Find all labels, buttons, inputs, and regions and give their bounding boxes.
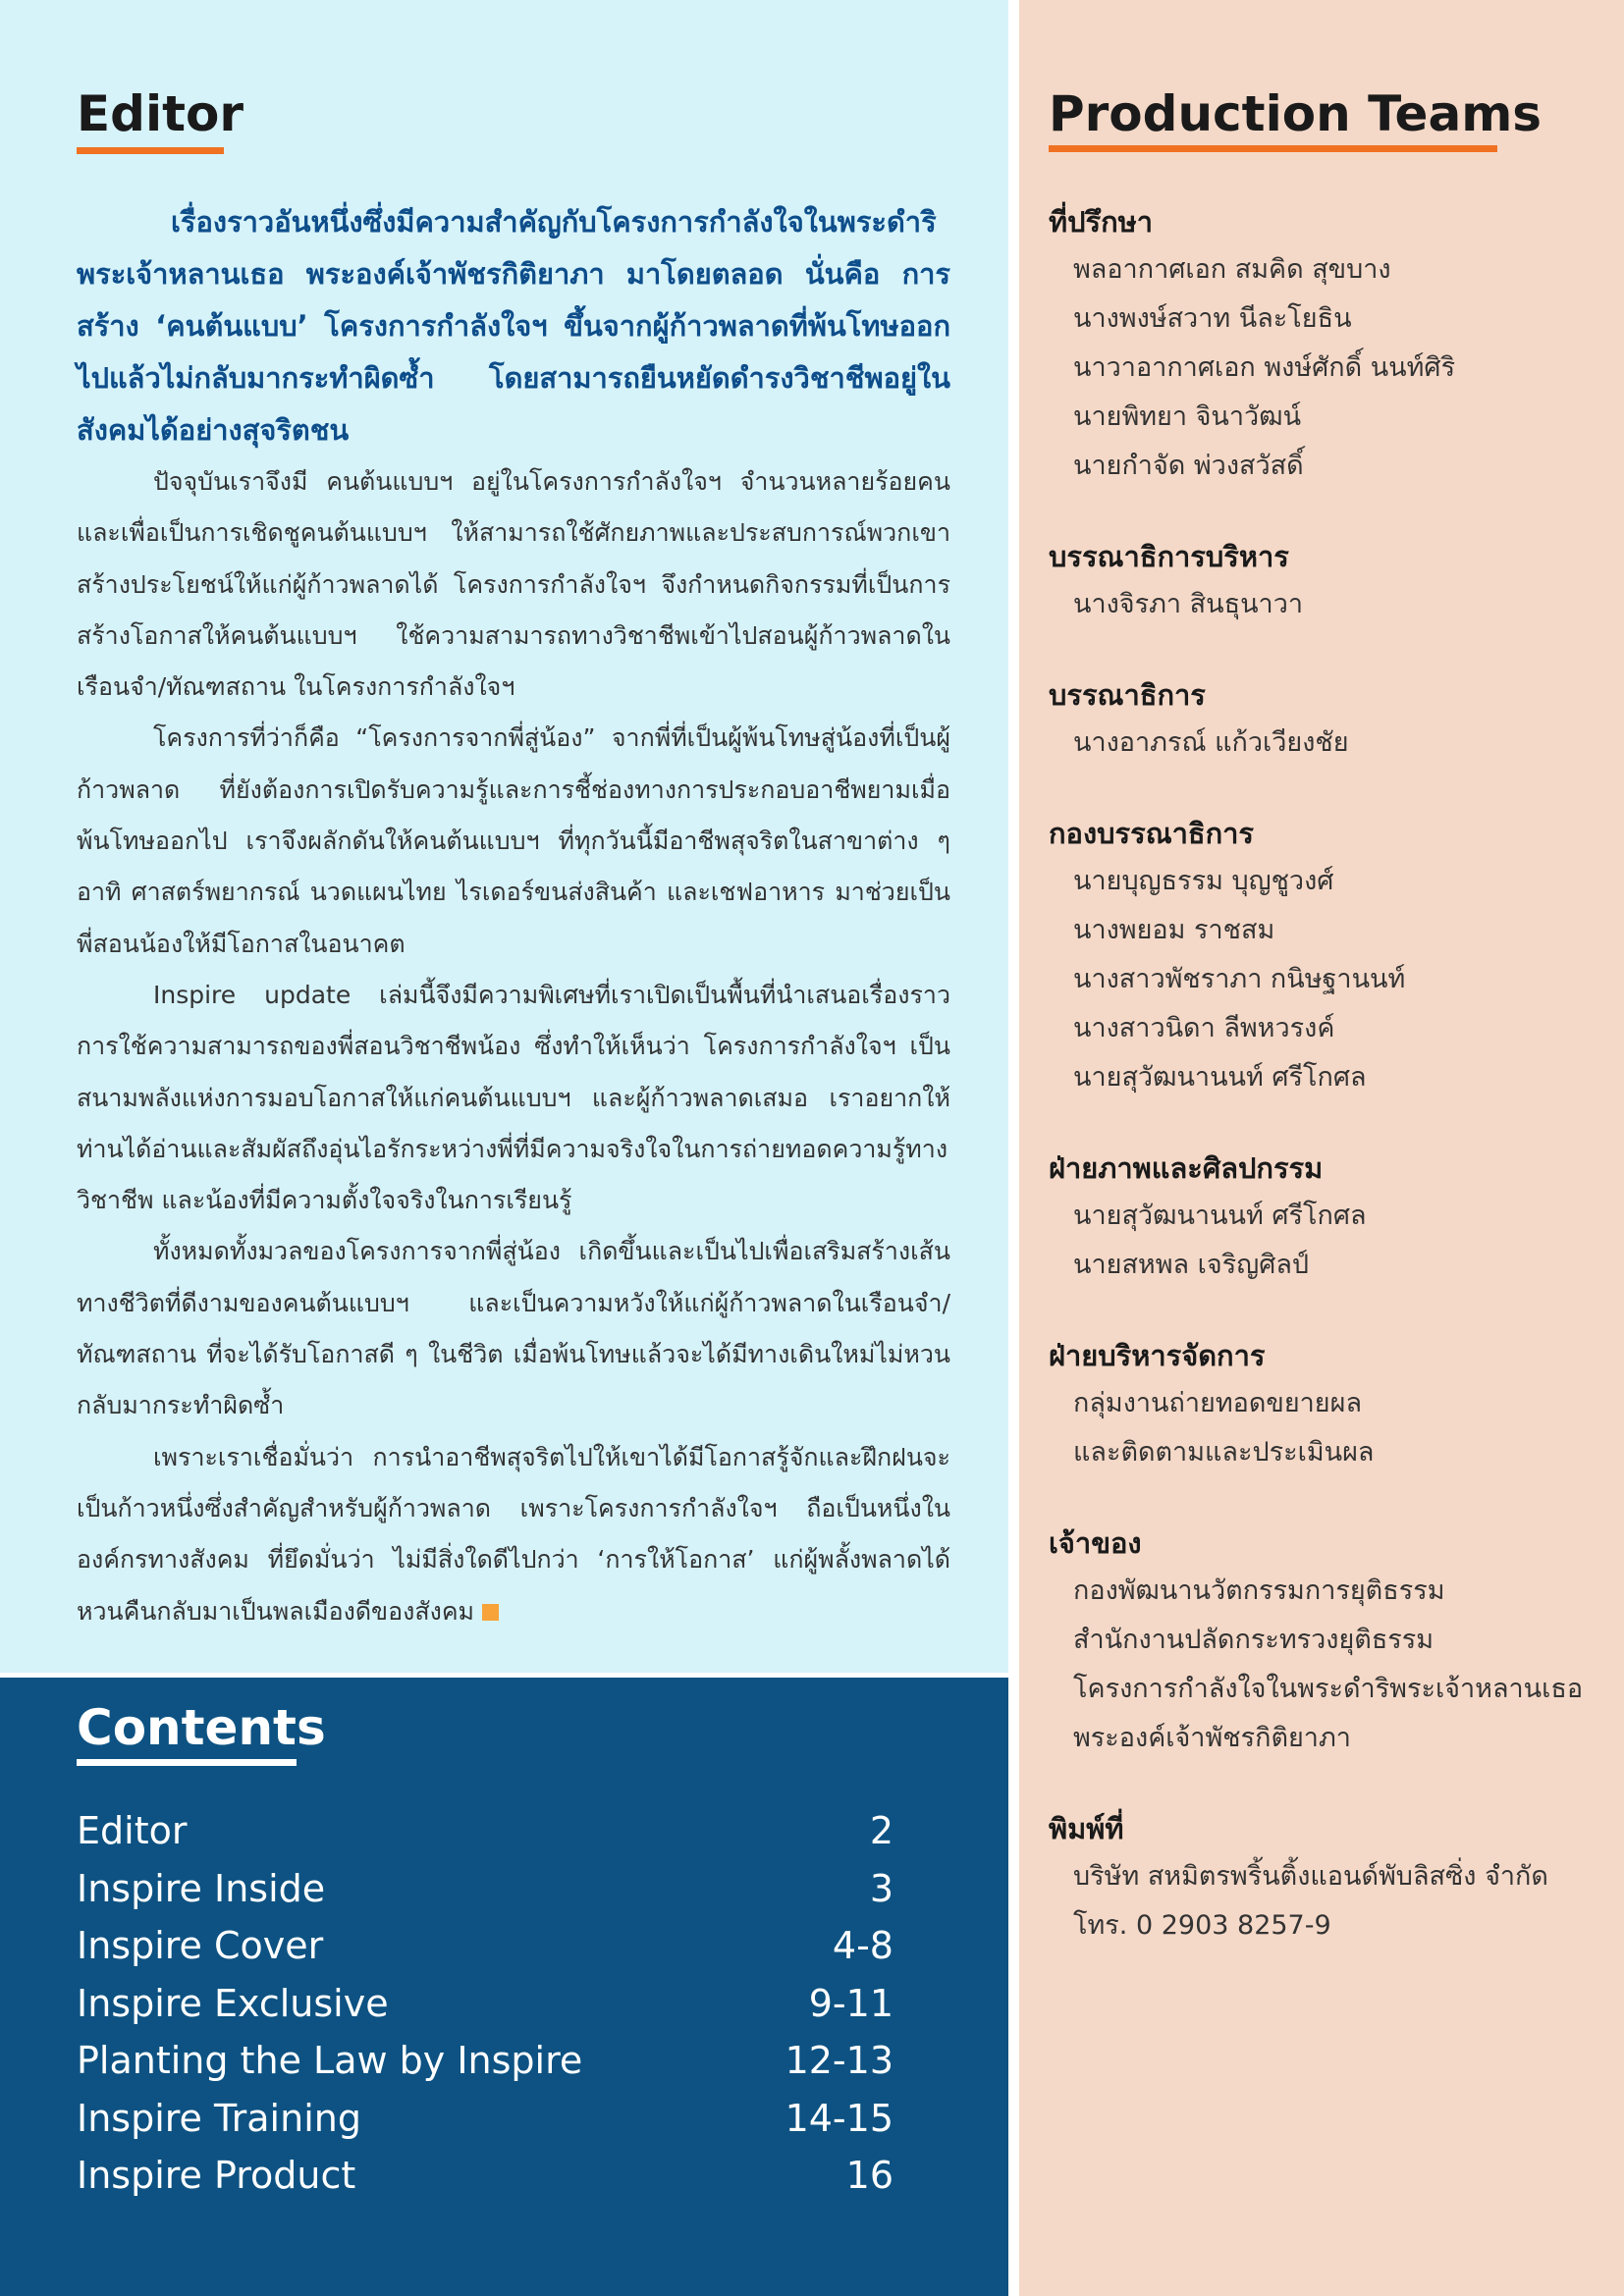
team-section-editorial-board — [1049, 810, 1598, 1102]
toc-item-inspire-exclusive[interactable] — [77, 1975, 893, 2033]
team-names — [1049, 1192, 1598, 1290]
team-section-printer — [1049, 1805, 1598, 1950]
team-section-heading: กองบรรณาธิการ — [1049, 817, 1255, 850]
production-teams-title: Production Teams — [1049, 85, 1543, 142]
team-member: นางอาภรณ์ แก้วเวียงชัย — [1073, 727, 1349, 758]
team-member: สำนักงานปลัดกระทรวงยุติธรรม — [1073, 1625, 1435, 1655]
team-section-heading: บรรณาธิการบริหาร — [1049, 540, 1289, 573]
toc-item-inspire-product[interactable] — [77, 2147, 893, 2205]
contents-title-underline — [77, 1759, 297, 1766]
toc-item-page: 3 — [869, 1866, 893, 1910]
team-member: นายพิทยา จินาวัฒน์ — [1073, 401, 1302, 432]
team-member: นางสาวนิดา ลีพหวรงค์ — [1073, 1013, 1335, 1043]
team-member: นายสหพล เจริญศิลป์ — [1073, 1250, 1310, 1280]
team-member: โครงการกำลังใจในพระดำริพระเจ้าหลานเธอ — [1073, 1674, 1584, 1704]
team-member: นางจิรภา สินธุนาวา — [1073, 589, 1304, 619]
toc-item-editor[interactable] — [77, 1802, 893, 1860]
toc-item-page: 2 — [869, 1809, 893, 1853]
toc-item-inspire-cover[interactable] — [77, 1917, 893, 1975]
team-member: พลอากาศเอก สมคิด สุขบาง — [1073, 254, 1391, 285]
editor-article — [77, 196, 950, 1637]
team-section-heading: ฝ่ายภาพและศิลปกรรม — [1049, 1151, 1324, 1185]
team-names — [1049, 1567, 1598, 1763]
editor-title: Editor — [77, 85, 244, 142]
team-section-art — [1049, 1145, 1598, 1290]
team-member: นางพงษ์สวาท นีละโยธิน — [1073, 303, 1352, 334]
team-member: กลุ่มงานถ่ายทอดขยายผล — [1073, 1388, 1362, 1418]
team-section-executive-editor — [1049, 533, 1598, 629]
team-section-heading: ฝ่ายบริหารจัดการ — [1049, 1339, 1266, 1372]
team-names — [1049, 245, 1598, 491]
production-teams-underline — [1049, 145, 1497, 152]
production-teams-list — [1049, 198, 1598, 1993]
editor-paragraph: ทั้งหมดทั้งมวลของโครงการจากพี่สู่น้อง เกิดขึ้นและเป็นไปเพื่อเสริมสร้างเส้นทางชีวิตที่ดีงามของคนต้นแบบฯ และเป็นความหวังให้แก่ผู้ก้าวพลาดในเรือนจำ/ทัณฑสถาน ที่จะได้รับโอกาสดี ๆ ในชีวิต เมื่อพ้นโทษแล้วจะได้มีทางเดินใหม่ไม่หวนกลับมากระทำผิดซ้ำ — [77, 1237, 950, 1420]
editor-paragraph-last — [77, 1432, 950, 1637]
toc-item-page: 14-15 — [785, 2096, 893, 2140]
team-member: นางพยอม ราชสม — [1073, 915, 1275, 945]
editor-paragraph: Inspire update เล่มนี้จึงมีความพิเศษที่เราเปิดเป็นพื้นที่นำเสนอเรื่องราวการใช้ความสามารถของพี่สอนวิชาชีพน้อง ซึ่งทำให้เห็นว่า โครงการกำลังใจฯ เป็นสนามพลังแห่งการมอบโอกาสให้แก่คนต้นแบบฯ และผู้ก้าวพลาดเสมอ เราอยากให้ท่านได้อ่านและสัมผัสถึงอุ่นไอรักระหว่างพี่ที่มีความจริงใจในการถ่ายทอดความรู้ทางวิชาชีพ และน้องที่มีความตั้งใจจริงในการเรียนรู้ — [77, 980, 950, 1215]
toc-item-inspire-training[interactable] — [77, 2090, 893, 2148]
editor-paragraph-text: เพราะเราเชื่อมั่นว่า การนำอาชีพสุจริตไปให้เขาได้มีโอกาสรู้จักและฝึกฝนจะเป็นก้าวหนึ่งซึ่งสำคัญสำหรับผู้ก้าวพลาด เพราะโครงการกำลังใจฯ ถือเป็นหนึ่งในองค์กรทางสังคม ที่ยึดมั่นว่า ไม่มีสิ่งใดดีไปกว่า ‘การให้โอกาส’ แก่ผู้พลั้งพลาดได้หวนคืนกลับมาเป็นพลเมืองดีของสังคม — [77, 1442, 950, 1626]
editor-paragraph: ปัจจุบันเราจึงมี คนต้นแบบฯ อยู่ในโครงการกำลังใจฯ จำนวนหลายร้อยคน และเพื่อเป็นการเชิดชูคนต้นแบบฯ ให้สามารถใช้ศักยภาพและประสบการณ์พวกเขาสร้างประโยชน์ให้แก่ผู้ก้าวพลาดได้ โครงการกำลังใจฯ จึงกำหนดกิจกรรมที่เป็นการสร้างโอกาสให้คนต้นแบบฯ ใช้ความสามารถทางวิชาชีพเข้าไปสอนผู้ก้าวพลาดในเรือนจำ/ทัณฑสถาน ในโครงการกำลังใจฯ — [77, 467, 950, 702]
team-section-heading: บรรณาธิการ — [1049, 678, 1206, 712]
toc-item-page: 9-11 — [808, 1981, 893, 2025]
toc-item-label: Editor — [77, 1809, 188, 1853]
toc-item-page: 16 — [845, 2154, 893, 2198]
team-section-management — [1049, 1332, 1598, 1477]
table-of-contents — [77, 1802, 893, 2205]
team-member: นายสุวัฒนานนท์ ศรีโกศล — [1073, 1062, 1367, 1093]
team-names — [1049, 580, 1598, 629]
orange-square-icon — [482, 1604, 499, 1621]
team-names — [1049, 857, 1598, 1102]
team-member: กองพัฒนานวัตกรรมการยุติธรรม — [1073, 1575, 1445, 1606]
editor-paragraph: โครงการที่ว่าก็คือ “โครงการจากพี่สู่น้อง” จากพี่ที่เป็นผู้พ้นโทษสู่น้องที่เป็นผู้ก้าวพลาด ที่ยังต้องการเปิดรับความรู้และการชี้ช่องทางการประกอบอาชีพยามเมื่อพ้นโทษออกไป เราจึงผลักดันให้คนต้นแบบฯ ที่ทุกวันนี้มีอาชีพสุจริตในสาขาต่าง ๆ อาทิ ศาสตร์พยากรณ์ นวดแผนไทย ไรเดอร์ขนส่งสินค้า และเชฟอาหาร มาช่วยเป็นพี่สอนน้องให้มีโอกาสในอนาคต — [77, 723, 950, 958]
team-section-advisors — [1049, 198, 1598, 491]
toc-item-page: 12-13 — [785, 2039, 893, 2083]
editor-title-underline — [77, 147, 224, 154]
team-section-heading: พิมพ์ที่ — [1049, 1812, 1124, 1845]
team-member: โทร. 0 2903 8257-9 — [1073, 1910, 1331, 1941]
team-member: พระองค์เจ้าพัชรกิติยาภา — [1073, 1723, 1351, 1753]
toc-item-label: Inspire Exclusive — [77, 1981, 389, 2025]
contents-title: Contents — [77, 1699, 326, 1756]
toc-item-label: Inspire Product — [77, 2154, 356, 2198]
toc-item-label: Inspire Cover — [77, 1924, 324, 1968]
editor-lead: เรื่องราวอันหนึ่งซึ่งมีความสำคัญกับโครงการกำลังใจในพระดำริพระเจ้าหลานเธอ พระองค์เจ้าพัชรกิติยาภา มาโดยตลอด นั่นคือ การสร้าง ‘คนต้นแบบ’ โครงการกำลังใจฯ ขึ้นจากผู้ก้าวพลาดที่พ้นโทษออกไปแล้วไม่กลับมากระทำผิดซ้ำ โดยสามารถยืนหยัดดำรงวิชาชีพอยู่ในสังคมได้อย่างสุจริตชน — [77, 205, 950, 447]
team-section-owner — [1049, 1520, 1598, 1763]
team-member: นาวาอากาศเอก พงษ์ศักดิ์ นนท์ศิริ — [1073, 352, 1456, 383]
team-names — [1049, 1379, 1598, 1477]
team-section-heading: ที่ปรึกษา — [1049, 205, 1154, 239]
team-member: นางสาวพัชราภา กนิษฐานนท์ — [1073, 964, 1406, 994]
toc-item-label: Inspire Training — [77, 2096, 361, 2140]
team-member: และติดตามและประเมินผล — [1073, 1437, 1375, 1468]
toc-item-label: Planting the Law by Inspire — [77, 2039, 583, 2083]
toc-item-inspire-inside[interactable] — [77, 1860, 893, 1918]
team-member: นายบุญธรรม บุญชูวงศ์ — [1073, 866, 1334, 896]
team-names — [1049, 1852, 1598, 1950]
toc-item-label: Inspire Inside — [77, 1866, 326, 1910]
team-section-heading: เจ้าของ — [1049, 1526, 1142, 1560]
team-member: นายกำจัด พ่วงสวัสดิ์ — [1073, 451, 1304, 481]
toc-item-page: 4-8 — [832, 1924, 893, 1968]
team-member: นายสุวัฒนานนท์ ศรีโกศล — [1073, 1201, 1367, 1231]
toc-item-planting-the-law[interactable] — [77, 2032, 893, 2090]
team-member: บริษัท สหมิตรพริ้นติ้งแอนด์พับลิสซิ่ง จำกัด — [1073, 1861, 1548, 1892]
team-names — [1049, 719, 1598, 768]
team-section-editor — [1049, 671, 1598, 768]
